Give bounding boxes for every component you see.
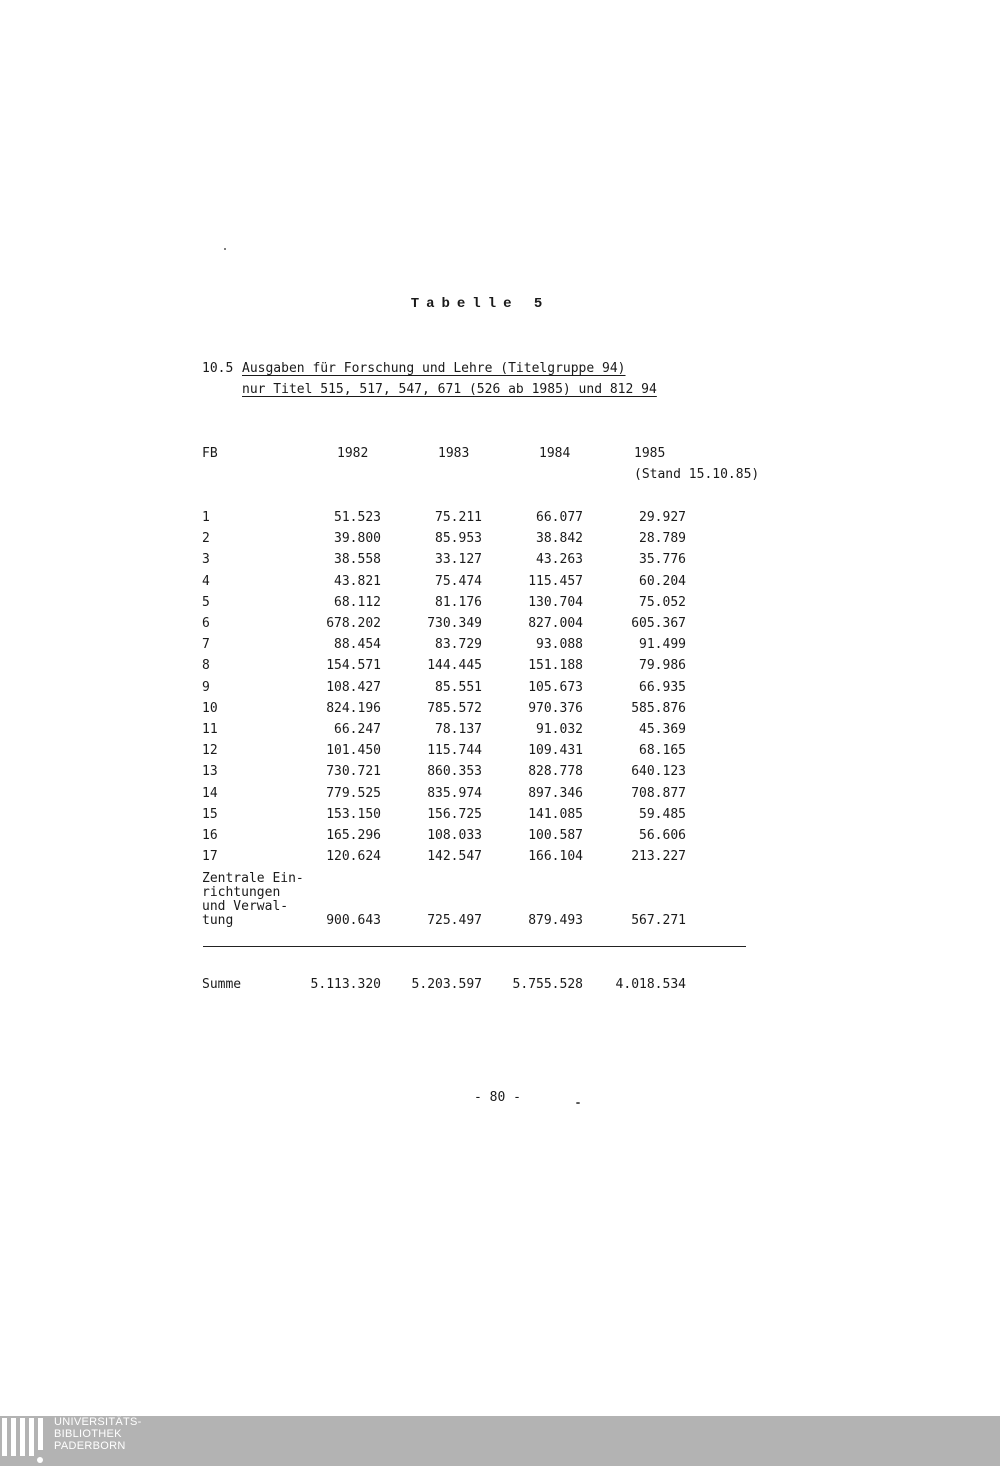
library-logo-icon bbox=[2, 1418, 46, 1458]
library-brand-line-2: BIBLIOTHEK bbox=[54, 1428, 122, 1440]
cell-1983: 33.127 bbox=[435, 552, 482, 567]
cell-1985: 213.227 bbox=[631, 849, 686, 864]
central-label-line-1: Zentrale Ein- bbox=[202, 871, 304, 886]
header-1985: 1985 bbox=[634, 446, 666, 461]
cell-1983: 75.474 bbox=[435, 574, 482, 589]
library-logo-dot bbox=[37, 1457, 43, 1463]
central-1985: 567.271 bbox=[631, 913, 686, 928]
total-1983: 5.203.597 bbox=[411, 977, 482, 992]
cell-fb: 16 bbox=[202, 828, 218, 843]
cell-1983: 108.033 bbox=[427, 828, 482, 843]
cell-1982: 730.721 bbox=[326, 764, 381, 779]
central-1984: 879.493 bbox=[528, 913, 583, 928]
cell-fb: 15 bbox=[202, 807, 218, 822]
cell-fb: 7 bbox=[202, 637, 210, 652]
heading-line-2: nur Titel 515, 517, 547, 671 (526 ab 1985) und 812 94 bbox=[242, 382, 657, 397]
cell-1985: 640.123 bbox=[631, 764, 686, 779]
library-footer-bar bbox=[0, 1416, 1000, 1466]
cell-1983: 860.353 bbox=[427, 764, 482, 779]
cell-1982: 108.427 bbox=[326, 680, 381, 695]
cell-1984: 43.263 bbox=[536, 552, 583, 567]
heading-line-1: Ausgaben für Forschung und Lehre (Titelgruppe 94) bbox=[242, 361, 626, 376]
cell-1983: 142.547 bbox=[427, 849, 482, 864]
cell-1983: 83.729 bbox=[435, 637, 482, 652]
cell-1984: 66.077 bbox=[536, 510, 583, 525]
cell-1984: 115.457 bbox=[528, 574, 583, 589]
cell-1985: 708.877 bbox=[631, 786, 686, 801]
cell-fb: 9 bbox=[202, 680, 210, 695]
cell-1984: 93.088 bbox=[536, 637, 583, 652]
cell-fb: 5 bbox=[202, 595, 210, 610]
cell-1985: 68.165 bbox=[639, 743, 686, 758]
central-1983: 725.497 bbox=[427, 913, 482, 928]
cell-1984: 827.004 bbox=[528, 616, 583, 631]
cell-1984: 130.704 bbox=[528, 595, 583, 610]
total-1984: 5.755.528 bbox=[512, 977, 583, 992]
cell-1984: 38.842 bbox=[536, 531, 583, 546]
page-number: - 80 - bbox=[474, 1090, 521, 1105]
cell-fb: 3 bbox=[202, 552, 210, 567]
cell-1985: 59.485 bbox=[639, 807, 686, 822]
cell-1984: 970.376 bbox=[528, 701, 583, 716]
header-1984: 1984 bbox=[539, 446, 571, 461]
cell-fb: 13 bbox=[202, 764, 218, 779]
total-1985: 4.018.534 bbox=[615, 977, 686, 992]
cell-1982: 88.454 bbox=[334, 637, 381, 652]
cell-1982: 165.296 bbox=[326, 828, 381, 843]
scan-speck bbox=[224, 248, 226, 250]
cell-1983: 835.974 bbox=[427, 786, 482, 801]
cell-fb: 11 bbox=[202, 722, 218, 737]
scan-speck bbox=[576, 1102, 580, 1104]
library-brand-line-1: UNIVERSITÄTS- bbox=[54, 1416, 142, 1428]
cell-1985: 60.204 bbox=[639, 574, 686, 589]
cell-1984: 91.032 bbox=[536, 722, 583, 737]
cell-1984: 141.085 bbox=[528, 807, 583, 822]
header-stand: (Stand 15.10.85) bbox=[634, 467, 760, 482]
cell-1984: 151.188 bbox=[528, 658, 583, 673]
cell-1982: 779.525 bbox=[326, 786, 381, 801]
cell-fb: 2 bbox=[202, 531, 210, 546]
cell-fb: 14 bbox=[202, 786, 218, 801]
total-1982: 5.113.320 bbox=[310, 977, 381, 992]
cell-1985: 35.776 bbox=[639, 552, 686, 567]
header-1983: 1983 bbox=[438, 446, 470, 461]
cell-1982: 153.150 bbox=[326, 807, 381, 822]
cell-1984: 105.673 bbox=[528, 680, 583, 695]
cell-1985: 585.876 bbox=[631, 701, 686, 716]
cell-1985: 56.606 bbox=[639, 828, 686, 843]
cell-1985: 28.789 bbox=[639, 531, 686, 546]
cell-1982: 39.800 bbox=[334, 531, 381, 546]
cell-1982: 68.112 bbox=[334, 595, 381, 610]
cell-1982: 51.523 bbox=[334, 510, 381, 525]
cell-1984: 897.346 bbox=[528, 786, 583, 801]
cell-1983: 115.744 bbox=[427, 743, 482, 758]
cell-1985: 45.369 bbox=[639, 722, 686, 737]
total-label: Summe bbox=[202, 977, 242, 992]
cell-fb: 8 bbox=[202, 658, 210, 673]
cell-fb: 17 bbox=[202, 849, 218, 864]
central-label-line-3: und Verwal- bbox=[202, 899, 289, 914]
cell-1984: 166.104 bbox=[528, 849, 583, 864]
central-label-line-4: tung bbox=[202, 913, 234, 928]
cell-1982: 66.247 bbox=[334, 722, 381, 737]
cell-1984: 828.778 bbox=[528, 764, 583, 779]
cell-1985: 91.499 bbox=[639, 637, 686, 652]
central-label-line-2: richtungen bbox=[202, 885, 281, 900]
cell-1985: 75.052 bbox=[639, 595, 686, 610]
cell-1983: 730.349 bbox=[427, 616, 482, 631]
cell-1982: 43.821 bbox=[334, 574, 381, 589]
cell-1985: 79.986 bbox=[639, 658, 686, 673]
cell-fb: 6 bbox=[202, 616, 210, 631]
table-title: Tabelle 5 bbox=[410, 296, 550, 312]
cell-1984: 100.587 bbox=[528, 828, 583, 843]
cell-1985: 29.927 bbox=[639, 510, 686, 525]
cell-1982: 101.450 bbox=[326, 743, 381, 758]
cell-1983: 85.953 bbox=[435, 531, 482, 546]
cell-1982: 120.624 bbox=[326, 849, 381, 864]
cell-1983: 75.211 bbox=[435, 510, 482, 525]
cell-fb: 1 bbox=[202, 510, 210, 525]
cell-fb: 4 bbox=[202, 574, 210, 589]
cell-1982: 678.202 bbox=[326, 616, 381, 631]
cell-1984: 109.431 bbox=[528, 743, 583, 758]
cell-1983: 144.445 bbox=[427, 658, 482, 673]
cell-fb: 12 bbox=[202, 743, 218, 758]
cell-1983: 785.572 bbox=[427, 701, 482, 716]
total-divider bbox=[203, 946, 746, 947]
heading-number: 10.5 bbox=[202, 361, 234, 376]
central-1982: 900.643 bbox=[326, 913, 381, 928]
cell-1983: 85.551 bbox=[435, 680, 482, 695]
cell-fb: 10 bbox=[202, 701, 218, 716]
library-brand-line-3: PADERBORN bbox=[54, 1440, 126, 1452]
cell-1983: 156.725 bbox=[427, 807, 482, 822]
cell-1982: 154.571 bbox=[326, 658, 381, 673]
cell-1983: 81.176 bbox=[435, 595, 482, 610]
cell-1982: 824.196 bbox=[326, 701, 381, 716]
header-1982: 1982 bbox=[337, 446, 369, 461]
cell-1982: 38.558 bbox=[334, 552, 381, 567]
cell-1983: 78.137 bbox=[435, 722, 482, 737]
cell-1985: 605.367 bbox=[631, 616, 686, 631]
cell-1985: 66.935 bbox=[639, 680, 686, 695]
header-fb: FB bbox=[202, 446, 218, 461]
